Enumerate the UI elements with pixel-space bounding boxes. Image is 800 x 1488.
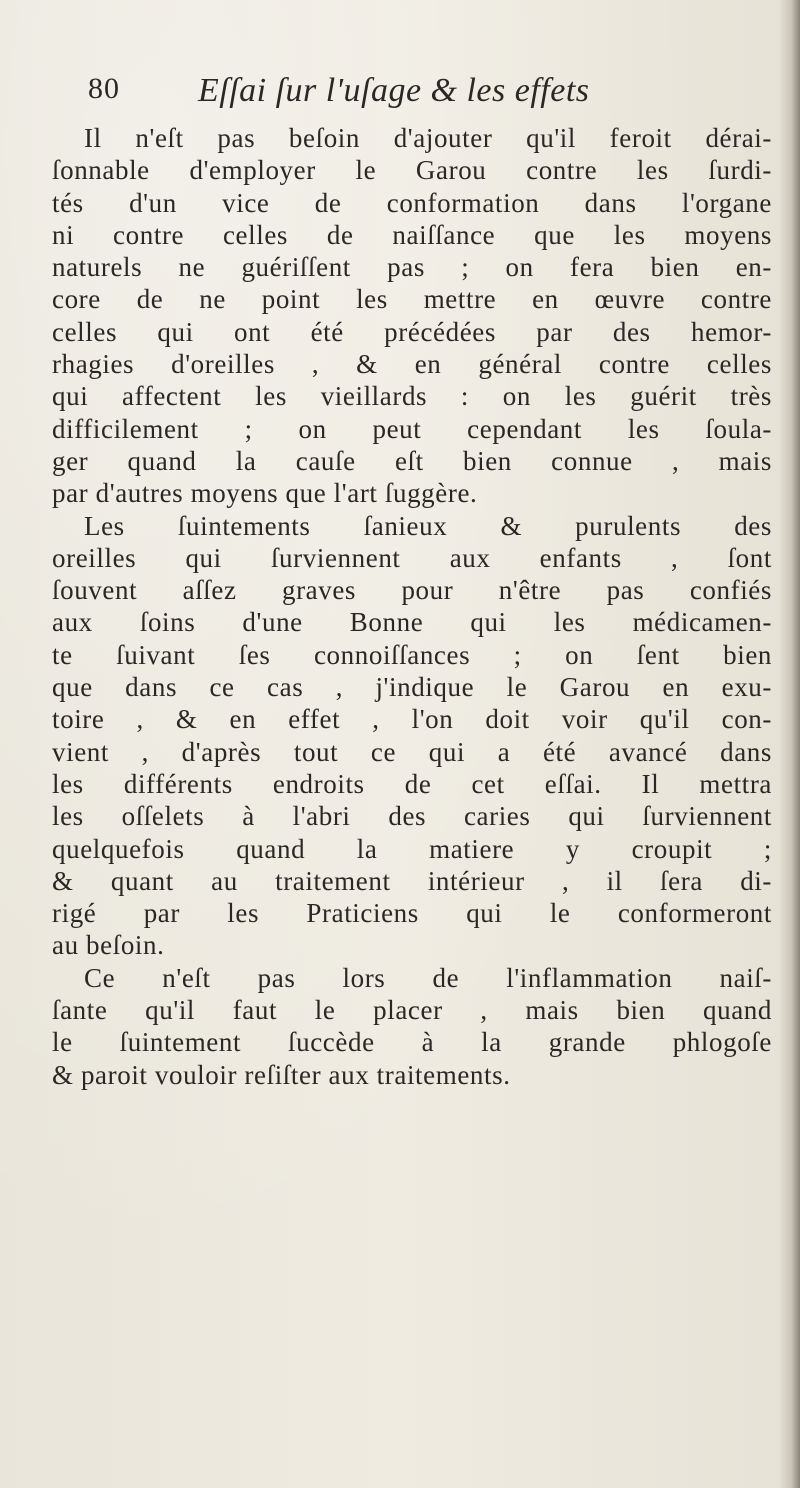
text-line: aux ſoins d'une Bonne qui les médicamen- [52, 607, 772, 638]
text-line: le ſuintement ſuccède à la grande phlogoſe [52, 1027, 772, 1058]
text-line: toire , & en effet , l'on doit voir qu'il con- [52, 704, 772, 735]
text-line: par d'autres moyens que l'art ſuggère. [52, 478, 478, 509]
page-header [88, 72, 728, 128]
text-line: tés d'un vice de conformation dans l'organe [52, 187, 772, 218]
text-line: core de ne point les mettre en œuvre contre [52, 284, 772, 315]
text-line: Il n'eſt pas beſoin d'ajouter qu'il feroit dérai- [84, 123, 772, 153]
text-line: les oſſelets à l'abri des caries qui ſurviennent [52, 801, 772, 832]
text-line: rigé par les Praticiens qui le conformeront [52, 898, 772, 929]
text-line: te ſuivant ſes connoiſſances ; on ſent bien [52, 639, 772, 670]
text-line: quelquefois quand la matiere y croupit ; [52, 833, 772, 864]
text-line: qui affectent les vieillards : on les guérit très [52, 381, 772, 412]
text-line: & paroit vouloir reſiſter aux traitements. [52, 1059, 511, 1090]
text-line: ger quand la cauſe eſt bien connue , mais [52, 445, 772, 476]
text-line: au beſoin. [52, 930, 165, 961]
text-line: ſouvent aſſez graves pour n'être pas confiés [52, 575, 772, 606]
text-line: que dans ce cas , j'indique le Garou en exu- [52, 672, 772, 703]
text-line: ſante qu'il faut le placer , mais bien quand [52, 995, 772, 1026]
text-line: Les ſuintements ſanieux & purulents des [84, 510, 772, 541]
text-line: oreilles qui ſurviennent aux enfants , ſont [52, 542, 772, 573]
text-line: Ce n'eſt pas lors de l'inflammation naiſ- [84, 962, 772, 993]
text-line: ſonnable d'employer le Garou contre les ſurdi- [52, 155, 772, 186]
body-text [52, 122, 772, 1091]
page-number: 80 [88, 72, 120, 105]
text-line: naturels ne guériſſent pas ; on fera bien en- [52, 252, 772, 283]
running-title: Eſſai ſur l'uſage & les effets [198, 72, 590, 109]
text-line: & quant au traitement intérieur , il ſera di- [52, 865, 772, 896]
text-line: difficilement ; on peut cependant les ſoula- [52, 413, 772, 444]
page-edge-shadow [778, 0, 800, 1488]
text-line: vient , d'après tout ce qui a été avancé dans [52, 736, 772, 767]
text-line: ni contre celles de naiſſance que les moyens [52, 219, 772, 250]
text-line: les différents endroits de cet eſſai. Il mettra [52, 768, 772, 799]
text-line: rhagies d'oreilles , & en général contre celles [52, 349, 772, 380]
text-line: celles qui ont été précédées par des hemor- [52, 316, 772, 347]
